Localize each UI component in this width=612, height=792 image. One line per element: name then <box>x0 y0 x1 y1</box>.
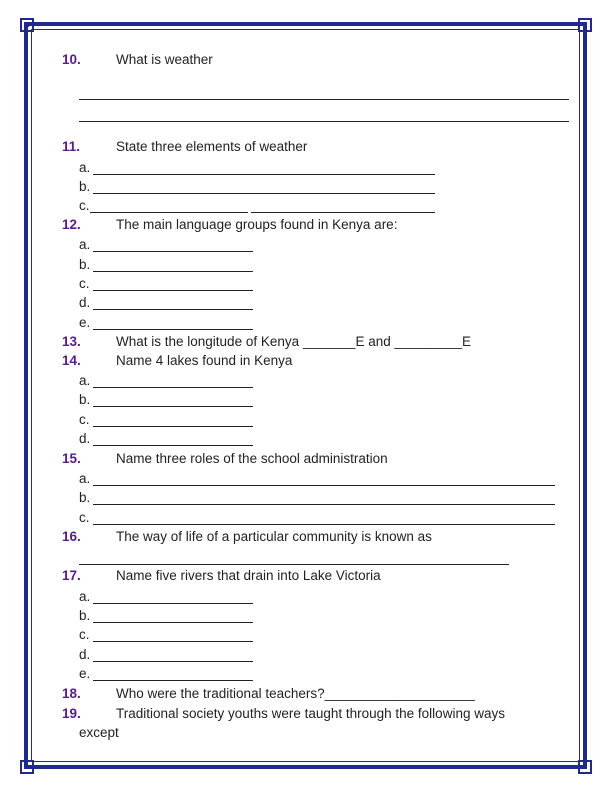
option-label: e. <box>79 315 91 330</box>
longitude-blank-2[interactable]: _________ <box>394 334 463 349</box>
question-number: 19. <box>62 706 81 721</box>
corner-ornament-icon <box>578 18 592 32</box>
question-text: State three elements of weather <box>116 139 308 154</box>
option-label: e. <box>79 666 91 681</box>
option-label: a. <box>79 471 91 486</box>
question-text: Traditional society youths were taught through the following ways <box>116 706 505 721</box>
question-text: Name three roles of the school administration <box>116 451 388 466</box>
option-label: a. <box>79 160 91 175</box>
question-10 <box>62 52 213 68</box>
option-label: a. <box>79 373 91 388</box>
option-label: c. <box>79 198 90 213</box>
answer-line[interactable] <box>93 426 253 427</box>
corner-ornament-icon <box>20 760 34 774</box>
answer-line[interactable] <box>90 212 248 213</box>
question-17 <box>62 568 381 584</box>
option-label: b. <box>79 257 91 272</box>
question-number: 11. <box>62 139 81 154</box>
answer-line[interactable] <box>79 564 509 565</box>
question-number: 16. <box>62 529 81 544</box>
answer-line[interactable] <box>79 99 569 100</box>
longitude-unit: E <box>462 334 472 349</box>
option-label: b. <box>79 179 91 194</box>
answer-line[interactable] <box>93 271 253 272</box>
question-number: 15. <box>62 451 81 466</box>
option-label: c. <box>79 412 90 427</box>
answer-line[interactable] <box>93 445 253 446</box>
question-text: Who were the traditional teachers? <box>116 686 325 701</box>
question-number: 18. <box>62 686 81 701</box>
answer-line[interactable] <box>93 680 253 681</box>
answer-line[interactable] <box>93 485 555 486</box>
question-11 <box>62 139 307 155</box>
option-label: a. <box>79 589 91 604</box>
answer-line[interactable] <box>93 251 253 252</box>
answer-line[interactable] <box>79 121 569 122</box>
option-label: d. <box>79 431 91 446</box>
answer-line[interactable] <box>93 661 253 662</box>
corner-ornament-icon <box>578 760 592 774</box>
longitude-blank-1[interactable]: _______ <box>302 334 356 349</box>
question-16 <box>62 529 432 545</box>
answer-line[interactable] <box>93 622 253 623</box>
answer-line[interactable] <box>93 524 555 525</box>
answer-line[interactable] <box>93 504 555 505</box>
option-label: c. <box>79 627 90 642</box>
option-label: c. <box>79 510 90 525</box>
answer-line[interactable] <box>93 329 253 330</box>
question-text: Name 4 lakes found in Kenya <box>116 353 293 368</box>
answer-line[interactable] <box>93 290 253 291</box>
question-number: 14. <box>62 353 81 368</box>
question-text: The main language groups found in Kenya are: <box>116 217 398 232</box>
question-number: 10. <box>62 52 81 67</box>
option-label: d. <box>79 295 91 310</box>
question-number: 12. <box>62 217 81 232</box>
question-13 <box>62 334 471 350</box>
question-text: Name five rivers that drain into Lake Victoria <box>116 568 381 583</box>
question-number: 13. <box>62 334 81 349</box>
question-18 <box>62 686 475 702</box>
question-text: What is the longitude of Kenya <box>116 334 303 349</box>
answer-line[interactable] <box>93 641 253 642</box>
question-number: 17. <box>62 568 81 583</box>
answer-line[interactable] <box>93 406 253 407</box>
option-label: b. <box>79 490 91 505</box>
question-text-continuation: except <box>79 725 119 740</box>
answer-line[interactable] <box>93 387 253 388</box>
question-text: The way of life of a particular community is known as <box>116 529 432 544</box>
corner-ornament-icon <box>20 18 34 32</box>
option-label: c. <box>79 276 90 291</box>
answer-line[interactable] <box>93 309 253 310</box>
option-label: a. <box>79 237 91 252</box>
teachers-blank[interactable]: ____________________ <box>324 686 475 701</box>
answer-line[interactable] <box>93 603 253 604</box>
longitude-unit: E and <box>355 334 395 349</box>
question-14 <box>62 353 292 369</box>
answer-line[interactable] <box>93 174 435 175</box>
question-12 <box>62 217 397 233</box>
answer-line[interactable] <box>251 212 435 213</box>
option-label: b. <box>79 392 91 407</box>
question-text: What is weather <box>116 52 213 67</box>
question-19 <box>62 706 505 722</box>
question-15 <box>62 451 388 467</box>
option-label: b. <box>79 608 91 623</box>
option-label: d. <box>79 647 91 662</box>
answer-line[interactable] <box>93 193 435 194</box>
